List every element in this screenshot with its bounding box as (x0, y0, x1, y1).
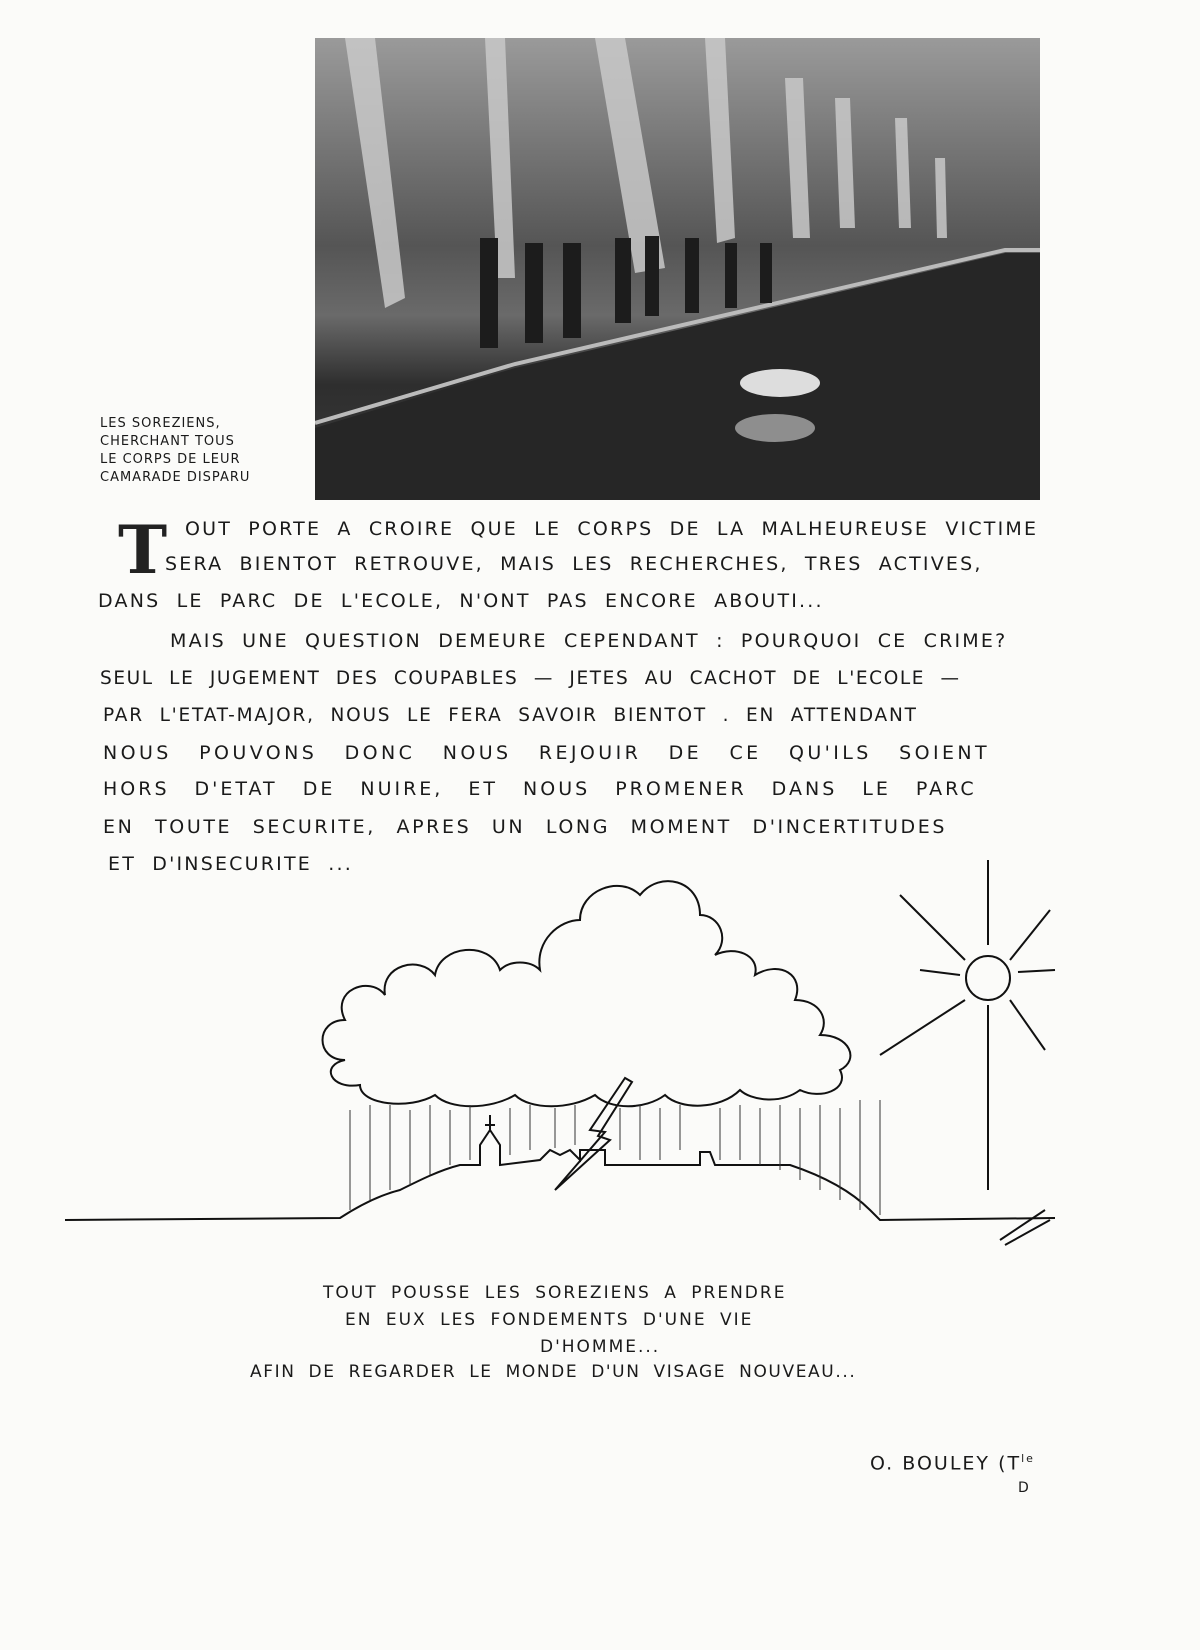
article-line: OUT PORTE A CROIRE QUE LE CORPS DE LA MALHEUREUSE VICTIME (185, 518, 1039, 540)
article-line: ET D'INSECURITE ... (108, 853, 353, 875)
article-line: NOUS POUVONS DONC NOUS REJOUIR DE CE QU'ILS SOIENT (103, 742, 991, 764)
artist-mark (1000, 1210, 1050, 1245)
park-photo (315, 38, 1040, 500)
article-line: PAR L'ETAT-MAJOR, NOUS LE FERA SAVOIR BIENTOT . EN ATTENDANT (103, 705, 918, 726)
closing-line: AFIN DE REGARDER LE MONDE D'UN VISAGE NOUVEAU... (250, 1362, 857, 1382)
caption-line: CAMARADE DISPARU (100, 470, 251, 485)
cloud (323, 881, 851, 1106)
sun-rays (880, 860, 1055, 1190)
signature (870, 1452, 1035, 1474)
park-photo-image (315, 38, 1040, 500)
signature-class-suffix: le (1021, 1452, 1035, 1465)
article-line: HORS D'ETAT DE NUIRE, ET NOUS PROMENER DANS LE PARC (103, 778, 977, 800)
caption-line: LE CORPS DE LEUR (100, 452, 241, 467)
article-line: SERA BIENTOT RETROUVE, MAIS LES RECHERCHES, TRES ACTIVES, (165, 553, 983, 575)
signature-name: O. BOULEY (T (870, 1452, 1022, 1475)
closing-line: D'HOMME... (540, 1337, 661, 1357)
article-line: SEUL LE JUGEMENT DES COUPABLES — JETES AU CACHOT DE L'ECOLE — (100, 668, 961, 689)
closing-line: TOUT POUSSE LES SOREZIENS A PRENDRE (323, 1283, 787, 1303)
storm-cloud-drawing (60, 860, 1060, 1290)
article-line: DANS LE PARC DE L'ECOLE, N'ONT PAS ENCORE ABOUTI... (98, 590, 824, 612)
drop-cap: T (118, 511, 168, 589)
horizon (65, 1130, 1055, 1220)
signature-class: D (1018, 1480, 1029, 1496)
rain (350, 1100, 880, 1215)
sun-icon (966, 956, 1010, 1000)
caption-line: CHERCHANT TOUS (100, 434, 235, 449)
caption-line: LES SOREZIENS, (100, 416, 221, 431)
closing-line: EN EUX LES FONDEMENTS D'UNE VIE (345, 1310, 754, 1330)
article-line: EN TOUTE SECURITE, APRES UN LONG MOMENT D'INCERTITUDES (103, 816, 948, 838)
article-line: MAIS UNE QUESTION DEMEURE CEPENDANT : POURQUOI CE CRIME? (170, 630, 1008, 652)
photo-caption (100, 415, 290, 487)
